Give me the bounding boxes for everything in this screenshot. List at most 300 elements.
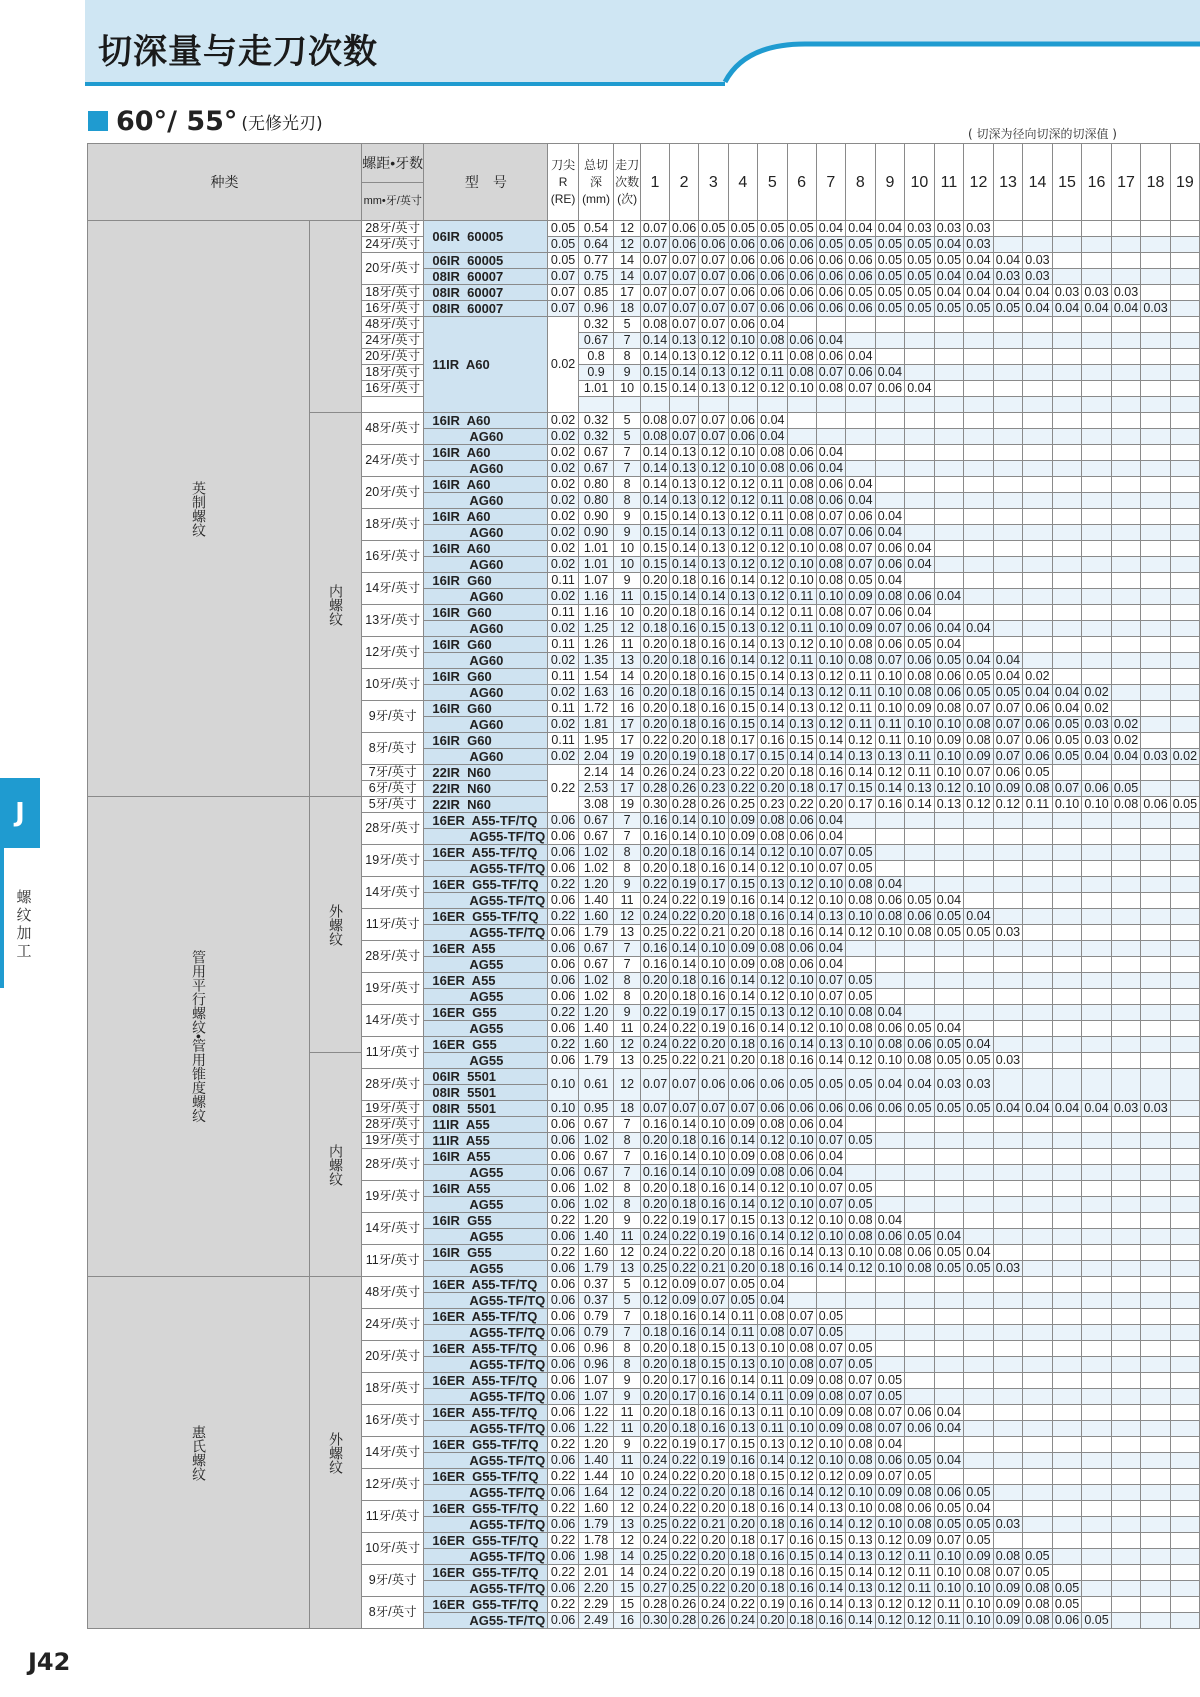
total-depth-cell: 1.20	[578, 1213, 613, 1229]
depth-value-cell: 0.16	[699, 701, 729, 717]
depth-value-cell	[1052, 1069, 1082, 1101]
passes-cell: 9	[614, 1389, 641, 1405]
depth-value-cell: 0.08	[816, 573, 846, 589]
depth-value-cell: 0.06	[846, 1101, 876, 1117]
depth-value-cell	[1170, 1341, 1199, 1357]
total-depth-cell: 1.20	[578, 1437, 613, 1453]
passes-cell: 9	[614, 525, 641, 541]
depth-value-cell: 0.18	[670, 989, 699, 1005]
depth-value-cell	[1111, 1501, 1141, 1517]
depth-value-cell: 0.13	[670, 445, 699, 461]
depth-value-cell: 0.05	[875, 237, 905, 253]
depth-value-cell: 0.07	[670, 253, 699, 269]
depth-value-cell: 0.04	[816, 813, 846, 829]
depth-value-cell	[1141, 493, 1171, 509]
depth-value-cell: 0.10	[934, 1581, 964, 1597]
model-cell: 16IR G55	[424, 1213, 548, 1229]
depth-value-cell	[1023, 845, 1053, 861]
depth-value-cell	[1023, 1501, 1053, 1517]
depth-value-cell: 0.06	[875, 381, 905, 397]
depth-value-cell: 0.07	[993, 701, 1023, 717]
pitch-cell: 20牙/英寸	[362, 477, 424, 509]
depth-value-cell	[1141, 1357, 1171, 1373]
nose-r-cell: 0.11	[548, 637, 579, 653]
table-body	[88, 221, 1200, 1629]
depth-value-cell: 0.16	[816, 765, 846, 781]
depth-value-cell: 0.11	[905, 1549, 935, 1565]
pitch-cell: 20牙/英寸	[362, 1341, 424, 1373]
depth-value-cell	[934, 829, 964, 845]
depth-value-cell: 0.05	[758, 221, 788, 237]
depth-value-cell	[875, 861, 905, 877]
table-row	[88, 221, 1200, 237]
depth-value-cell	[993, 1341, 1023, 1357]
pitch-cell: 24牙/英寸	[362, 237, 424, 253]
depth-value-cell: 0.17	[670, 1373, 699, 1389]
depth-value-cell: 0.11	[905, 1565, 935, 1581]
depth-value-cell: 0.17	[846, 797, 876, 813]
depth-value-cell: 0.06	[816, 493, 846, 509]
depth-value-cell: 0.28	[640, 781, 669, 797]
depth-value-cell	[964, 1021, 994, 1037]
depth-value-cell: 0.06	[934, 1485, 964, 1501]
model-cell: AG55-TF/TQ	[424, 829, 548, 845]
depth-value-cell: 0.14	[728, 845, 758, 861]
depth-value-cell: 0.15	[758, 749, 788, 765]
depth-value-cell: 0.07	[640, 221, 669, 237]
pitch-cell: 24牙/英寸	[362, 445, 424, 477]
depth-value-cell	[1023, 1021, 1053, 1037]
depth-value-cell: 0.13	[670, 461, 699, 477]
depth-value-cell	[993, 1469, 1023, 1485]
depth-value-cell	[846, 397, 876, 413]
passes-cell: 18	[614, 301, 641, 317]
depth-value-cell: 0.07	[816, 973, 846, 989]
depth-value-cell	[1170, 397, 1199, 413]
depth-value-cell	[1141, 941, 1171, 957]
depth-value-cell: 0.20	[640, 1421, 669, 1437]
depth-value-cell: 0.12	[699, 461, 729, 477]
depth-value-cell: 0.03	[1052, 285, 1082, 301]
total-depth-cell	[578, 397, 613, 413]
depth-value-cell: 0.05	[728, 1277, 758, 1293]
total-depth-cell: 2.53	[578, 781, 613, 797]
depth-value-cell: 0.19	[728, 1565, 758, 1581]
depth-value-cell: 0.09	[816, 1421, 846, 1437]
depth-value-cell: 0.08	[758, 1149, 788, 1165]
depth-value-cell: 0.11	[846, 701, 876, 717]
header-pass-4: 4	[728, 144, 758, 221]
depth-value-cell: 0.16	[728, 1021, 758, 1037]
chapter-side-tab[interactable]	[0, 778, 40, 988]
header-pass-16: 16	[1082, 144, 1112, 221]
depth-value-cell: 0.07	[875, 653, 905, 669]
depth-value-cell	[993, 1437, 1023, 1453]
depth-value-cell: 0.08	[758, 1325, 788, 1341]
depth-value-cell	[1082, 605, 1112, 621]
nose-r-cell: 0.02	[548, 717, 579, 733]
depth-value-cell: 0.24	[640, 1021, 669, 1037]
depth-value-cell	[964, 365, 994, 381]
depth-value-cell	[1111, 877, 1141, 893]
depth-value-cell: 0.10	[816, 1453, 846, 1469]
depth-value-cell	[1052, 1277, 1082, 1293]
depth-value-cell: 0.12	[758, 1133, 788, 1149]
depth-value-cell: 0.16	[699, 1389, 729, 1405]
depth-value-cell: 0.06	[905, 1501, 935, 1517]
nose-r-cell: 0.06	[548, 989, 579, 1005]
depth-value-cell: 0.02	[1082, 685, 1112, 701]
depth-value-cell	[1082, 1053, 1112, 1069]
depth-value-cell: 0.13	[758, 1005, 788, 1021]
depth-value-cell	[1111, 909, 1141, 925]
depth-value-cell: 0.03	[993, 269, 1023, 285]
depth-value-cell	[1141, 381, 1171, 397]
depth-value-cell	[1111, 1165, 1141, 1181]
depth-value-cell	[1170, 1485, 1199, 1501]
depth-value-cell: 0.10	[816, 877, 846, 893]
depth-value-cell: 0.18	[728, 1549, 758, 1565]
depth-value-cell: 0.05	[905, 269, 935, 285]
depth-value-cell	[1111, 861, 1141, 877]
depth-value-cell: 0.05	[905, 285, 935, 301]
depth-value-cell	[1023, 381, 1053, 397]
depth-value-cell	[905, 349, 935, 365]
depth-value-cell: 0.13	[699, 509, 729, 525]
depth-value-cell	[964, 1389, 994, 1405]
passes-cell: 17	[614, 733, 641, 749]
depth-value-cell	[905, 397, 935, 413]
depth-value-cell	[1111, 1053, 1141, 1069]
depth-value-cell	[905, 1197, 935, 1213]
depth-value-cell: 0.28	[670, 797, 699, 813]
model-cell: AG55	[424, 957, 548, 973]
total-depth-cell: 0.67	[578, 333, 613, 349]
header-pass-5: 5	[758, 144, 788, 221]
depth-value-cell	[1052, 621, 1082, 637]
depth-value-cell: 0.08	[846, 653, 876, 669]
depth-value-cell: 0.12	[816, 701, 846, 717]
depth-value-cell: 0.04	[875, 1005, 905, 1021]
depth-value-cell: 0.07	[846, 541, 876, 557]
depth-value-cell: 0.15	[787, 1549, 816, 1565]
passes-cell: 12	[614, 237, 641, 253]
depth-value-cell: 0.16	[699, 1181, 729, 1197]
depth-value-cell	[1052, 1181, 1082, 1197]
depth-value-cell: 0.08	[875, 1501, 905, 1517]
depth-value-cell: 0.06	[728, 237, 758, 253]
category-label: 英制螺纹	[88, 221, 310, 797]
depth-value-cell	[1111, 1229, 1141, 1245]
model-cell: 16ER G55	[424, 1005, 548, 1021]
model-cell: 16ER G55-TF/TQ	[424, 1437, 548, 1453]
depth-value-cell: 0.11	[905, 765, 935, 781]
depth-value-cell: 0.18	[758, 1053, 788, 1069]
depth-value-cell: 0.06	[846, 525, 876, 541]
depth-value-cell	[964, 1357, 994, 1373]
depth-value-cell: 0.05	[846, 1069, 876, 1101]
depth-value-cell	[1111, 1021, 1141, 1037]
depth-value-cell	[1111, 589, 1141, 605]
depth-value-cell	[1170, 957, 1199, 973]
nose-r-cell: 0.02	[548, 589, 579, 605]
pitch-cell: 14牙/英寸	[362, 877, 424, 909]
total-depth-cell: 1.02	[578, 1181, 613, 1197]
depth-value-cell: 0.07	[875, 621, 905, 637]
depth-value-cell: 0.08	[905, 1485, 935, 1501]
depth-value-cell	[1023, 509, 1053, 525]
depth-value-cell	[1170, 861, 1199, 877]
model-cell: 16IR A60	[424, 477, 548, 493]
depth-value-cell: 0.12	[846, 733, 876, 749]
depth-value-cell: 0.08	[846, 1005, 876, 1021]
depth-value-cell: 0.09	[816, 1405, 846, 1421]
depth-value-cell: 0.04	[964, 1037, 994, 1053]
total-depth-cell: 1.40	[578, 1229, 613, 1245]
depth-value-cell	[964, 893, 994, 909]
total-depth-cell: 2.04	[578, 749, 613, 765]
total-depth-cell: 0.67	[578, 1165, 613, 1181]
depth-value-cell	[1023, 1533, 1053, 1549]
depth-value-cell: 0.05	[934, 1053, 964, 1069]
depth-value-cell	[964, 1133, 994, 1149]
depth-value-cell	[964, 1421, 994, 1437]
depth-value-cell	[875, 1293, 905, 1309]
depth-value-cell: 0.14	[640, 461, 669, 477]
depth-value-cell	[993, 1293, 1023, 1309]
depth-value-cell	[934, 349, 964, 365]
pitch-cell: 28牙/英寸	[362, 1069, 424, 1101]
depth-value-cell: 0.14	[787, 749, 816, 765]
depth-value-cell: 0.06	[905, 589, 935, 605]
total-depth-cell: 0.79	[578, 1309, 613, 1325]
model-cell: 16IR A60	[424, 509, 548, 525]
depth-value-cell	[816, 1277, 846, 1293]
depth-value-cell	[1170, 1229, 1199, 1245]
depth-value-cell: 0.12	[758, 381, 788, 397]
depth-value-cell	[1082, 1533, 1112, 1549]
depth-value-cell: 0.20	[640, 1181, 669, 1197]
depth-value-cell: 0.14	[846, 1613, 876, 1629]
nose-r-cell: 0.06	[548, 893, 579, 909]
depth-value-cell: 0.08	[758, 1309, 788, 1325]
depth-value-cell: 0.18	[758, 925, 788, 941]
depth-value-cell: 0.10	[816, 1229, 846, 1245]
depth-value-cell	[1052, 1341, 1082, 1357]
depth-value-cell	[1023, 1117, 1053, 1133]
depth-value-cell	[1170, 941, 1199, 957]
depth-value-cell: 0.11	[846, 669, 876, 685]
depth-value-cell	[1052, 1389, 1082, 1405]
depth-value-cell: 0.08	[846, 877, 876, 893]
depth-value-cell: 0.11	[787, 605, 816, 621]
depth-value-cell	[993, 813, 1023, 829]
depth-value-cell	[993, 1533, 1023, 1549]
passes-cell: 8	[614, 989, 641, 1005]
depth-value-cell	[1023, 525, 1053, 541]
depth-value-cell	[875, 429, 905, 445]
pitch-cell: 19牙/英寸	[362, 1101, 424, 1117]
depth-value-cell: 0.12	[875, 765, 905, 781]
depth-value-cell: 0.07	[699, 253, 729, 269]
depth-value-cell: 0.14	[699, 1309, 729, 1325]
depth-value-cell	[1111, 1549, 1141, 1565]
depth-value-cell	[1111, 1181, 1141, 1197]
passes-cell: 17	[614, 285, 641, 301]
depth-value-cell	[1052, 1133, 1082, 1149]
depth-value-cell: 0.18	[670, 1197, 699, 1213]
depth-value-cell	[993, 1005, 1023, 1021]
depth-value-cell: 0.04	[816, 829, 846, 845]
depth-value-cell	[1170, 493, 1199, 509]
depth-value-cell: 0.10	[699, 1149, 729, 1165]
depth-value-cell: 0.06	[905, 1037, 935, 1053]
depth-value-cell	[1052, 525, 1082, 541]
depth-value-cell	[1111, 1293, 1141, 1309]
depth-value-cell	[993, 413, 1023, 429]
passes-cell: 9	[614, 1373, 641, 1389]
model-cell: AG60	[424, 557, 548, 573]
model-cell: 16IR G60	[424, 573, 548, 589]
depth-value-cell	[1141, 1229, 1171, 1245]
header-pass-2: 2	[670, 144, 699, 221]
depth-value-cell: 0.07	[816, 1357, 846, 1373]
pitch-cell: 10牙/英寸	[362, 1533, 424, 1565]
passes-cell: 19	[614, 749, 641, 765]
depth-value-cell	[1111, 637, 1141, 653]
depth-value-cell	[905, 317, 935, 333]
model-cell: 16IR G60	[424, 669, 548, 685]
depth-value-cell: 0.10	[816, 589, 846, 605]
depth-value-cell: 0.07	[993, 749, 1023, 765]
depth-value-cell	[816, 397, 846, 413]
depth-value-cell: 0.05	[1052, 1597, 1082, 1613]
depth-value-cell	[934, 605, 964, 621]
depth-value-cell: 0.04	[964, 285, 994, 301]
depth-value-cell: 0.08	[905, 669, 935, 685]
depth-value-cell	[1141, 333, 1171, 349]
depth-value-cell: 0.14	[728, 1197, 758, 1213]
depth-value-cell: 0.04	[816, 957, 846, 973]
depth-value-cell	[1082, 1373, 1112, 1389]
total-depth-cell: 0.64	[578, 237, 613, 253]
depth-value-cell	[1023, 1517, 1053, 1533]
depth-value-cell	[1082, 573, 1112, 589]
nose-r-cell: 0.02	[548, 317, 579, 413]
depth-value-cell: 0.10	[816, 621, 846, 637]
depth-value-cell	[1111, 1357, 1141, 1373]
depth-value-cell	[1082, 669, 1112, 685]
pitch-cell: 28牙/英寸	[362, 813, 424, 845]
depth-value-cell: 0.18	[728, 1469, 758, 1485]
depth-value-cell: 0.10	[846, 1037, 876, 1053]
depth-value-cell	[993, 557, 1023, 573]
depth-value-cell	[1170, 1293, 1199, 1309]
depth-value-cell: 0.05	[905, 1469, 935, 1485]
depth-value-cell: 0.07	[816, 509, 846, 525]
passes-cell: 12	[614, 621, 641, 637]
nose-r-cell: 0.06	[548, 973, 579, 989]
depth-value-cell: 0.18	[728, 1037, 758, 1053]
depth-value-cell	[1141, 605, 1171, 621]
depth-value-cell	[1141, 813, 1171, 829]
total-depth-cell: 1.07	[578, 573, 613, 589]
depth-value-cell	[905, 429, 935, 445]
depth-value-cell	[1023, 973, 1053, 989]
depth-value-cell: 0.06	[1052, 1613, 1082, 1629]
model-cell: 16ER A55-TF/TQ	[424, 1405, 548, 1421]
depth-value-cell: 0.03	[1141, 749, 1171, 765]
total-depth-cell: 1.40	[578, 1021, 613, 1037]
depth-value-cell	[1111, 845, 1141, 861]
depth-value-cell	[1141, 1469, 1171, 1485]
depth-value-cell: 0.16	[640, 1117, 669, 1133]
depth-value-cell	[934, 1357, 964, 1373]
depth-value-cell	[1052, 1325, 1082, 1341]
depth-value-cell: 0.06	[846, 509, 876, 525]
depth-value-cell: 0.06	[816, 301, 846, 317]
passes-cell: 14	[614, 669, 641, 685]
depth-value-cell: 0.15	[728, 685, 758, 701]
depth-value-cell: 0.07	[816, 1197, 846, 1213]
depth-value-cell: 0.16	[699, 845, 729, 861]
depth-value-cell	[1170, 429, 1199, 445]
depth-value-cell	[993, 877, 1023, 893]
depth-value-cell: 0.06	[699, 1069, 729, 1101]
depth-value-cell	[934, 493, 964, 509]
depth-value-cell: 0.07	[699, 1277, 729, 1293]
depth-value-cell	[1023, 1165, 1053, 1181]
nose-r-cell: 0.02	[548, 429, 579, 445]
subcategory-label	[310, 221, 362, 413]
depth-value-cell	[993, 1197, 1023, 1213]
pitch-cell: 19牙/英寸	[362, 1133, 424, 1149]
depth-value-cell: 0.15	[816, 1565, 846, 1581]
chapter-letter: J	[0, 778, 40, 848]
depth-value-cell: 0.08	[875, 1245, 905, 1261]
depth-value-cell	[1023, 397, 1053, 413]
depth-value-cell: 0.04	[875, 365, 905, 381]
nose-r-cell: 0.11	[548, 573, 579, 589]
depth-value-cell: 0.13	[787, 717, 816, 733]
depth-value-cell: 0.18	[670, 1421, 699, 1437]
depth-value-cell	[1170, 1453, 1199, 1469]
depth-value-cell: 0.12	[728, 349, 758, 365]
depth-value-cell: 0.07	[670, 1101, 699, 1117]
depth-value-cell: 0.18	[670, 573, 699, 589]
depth-value-cell: 0.13	[816, 1501, 846, 1517]
depth-value-cell	[1141, 669, 1171, 685]
depth-value-cell: 0.15	[699, 621, 729, 637]
depth-value-cell	[1111, 1517, 1141, 1533]
depth-value-cell	[1023, 1405, 1053, 1421]
total-depth-cell: 1.26	[578, 637, 613, 653]
depth-value-cell: 0.14	[787, 1501, 816, 1517]
depth-value-cell: 0.05	[905, 301, 935, 317]
model-cell: AG55	[424, 1197, 548, 1213]
depth-value-cell	[1052, 253, 1082, 269]
depth-value-cell: 0.07	[816, 525, 846, 541]
nose-r-cell: 0.02	[548, 653, 579, 669]
passes-cell: 8	[614, 477, 641, 493]
depth-value-cell	[1170, 781, 1199, 797]
depth-value-cell	[1111, 349, 1141, 365]
passes-cell: 8	[614, 1341, 641, 1357]
depth-value-cell	[1141, 317, 1171, 333]
depth-value-cell	[1111, 701, 1141, 717]
depth-value-cell: 0.10	[875, 925, 905, 941]
depth-value-cell: 0.18	[670, 669, 699, 685]
